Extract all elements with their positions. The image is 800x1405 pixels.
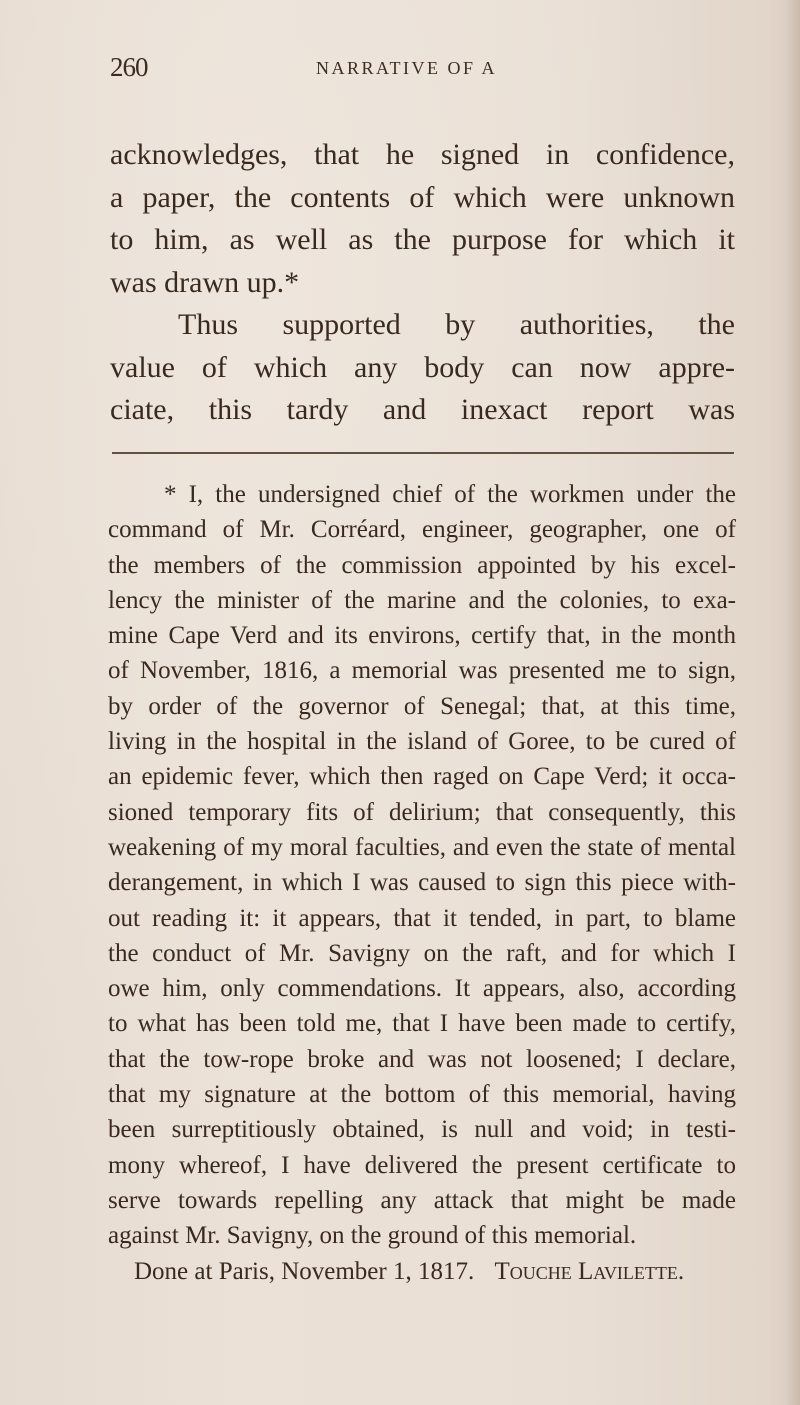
footnote-line: mony whereof, I have delivered the present certificate to <box>108 1151 736 1179</box>
footnote-line: living in the hospital in the island of Goree, to be cured of <box>108 728 736 756</box>
footnote-line: weakening of my moral faculties, and even the state of mental <box>108 833 736 861</box>
footnote-line: by order of the governor of Senegal; that, at this time, <box>108 692 736 720</box>
footnote-line: command of Mr. Corréard, engineer, geographer, one of <box>108 516 736 544</box>
footnote-line: that the tow-rope broke and was not loosened; I declare, <box>108 1045 736 1073</box>
main-text <box>110 134 735 432</box>
footnote-line: to what has been told me, that I have been made to certify, <box>108 1010 736 1038</box>
footnote-line: sioned temporary fits of delirium; that consequently, this <box>108 798 736 826</box>
footnote-line: that my signature at the bottom of this memorial, having <box>108 1081 736 1109</box>
page-number: 260 <box>110 52 148 82</box>
text-line: was drawn up.* <box>110 265 300 299</box>
footnote-line: against Mr. Savigny, on the ground of this memorial. <box>108 1222 637 1250</box>
text-line: ciate, this tardy and inexact report was <box>110 393 735 426</box>
page-edge-shadow <box>786 0 800 1405</box>
footnote-line: lency the minister of the marine and the colonies, to exa- <box>108 586 736 614</box>
footnote-line: out reading it: it appears, that it tended, in part, to blame <box>108 904 736 932</box>
text-line: to him, as well as the purpose for which it <box>110 223 735 256</box>
footnote-divider <box>112 452 734 454</box>
footnote-signoff <box>108 1254 736 1289</box>
footnote-line: * I, the undersigned chief of the workmen under the <box>164 481 736 508</box>
text-line: acknowledges, that he signed in confidence, <box>110 138 735 171</box>
signoff-signer: Touche Lavilette. <box>494 1257 685 1285</box>
text-line: a paper, the contents of which were unknown <box>110 180 735 214</box>
footnote-line: mine Cape Verd and its environs, certify that, in the month <box>108 622 736 650</box>
footnote-line: of November, 1816, a memorial was presented me to sign, <box>108 657 736 685</box>
footnote <box>108 477 736 1289</box>
signoff-place-date: Done at Paris, November 1, 1817. <box>134 1257 475 1285</box>
running-head <box>110 52 730 82</box>
paragraph-start-line: Thus supported by authorities, the <box>178 308 735 341</box>
footnote-line: serve towards repelling any attack that might be made <box>108 1186 736 1214</box>
footnote-line: been surreptitiously obtained, is null and void; in testi- <box>108 1116 736 1144</box>
footnote-line: owe him, only commendations. It appears, also, according <box>108 975 736 1003</box>
footnote-line: the conduct of Mr. Savigny on the raft, and for which I <box>108 939 736 967</box>
footnote-line: derangement, in which I was caused to sign this piece with- <box>108 869 736 897</box>
text-line: value of which any body can now appre- <box>110 350 735 384</box>
running-title: NARRATIVE OF A <box>316 58 498 78</box>
footnote-line: the members of the commission appointed by his excel- <box>108 551 736 579</box>
footnote-line: an epidemic fever, which then raged on Cape Verd; it occa- <box>108 763 736 791</box>
